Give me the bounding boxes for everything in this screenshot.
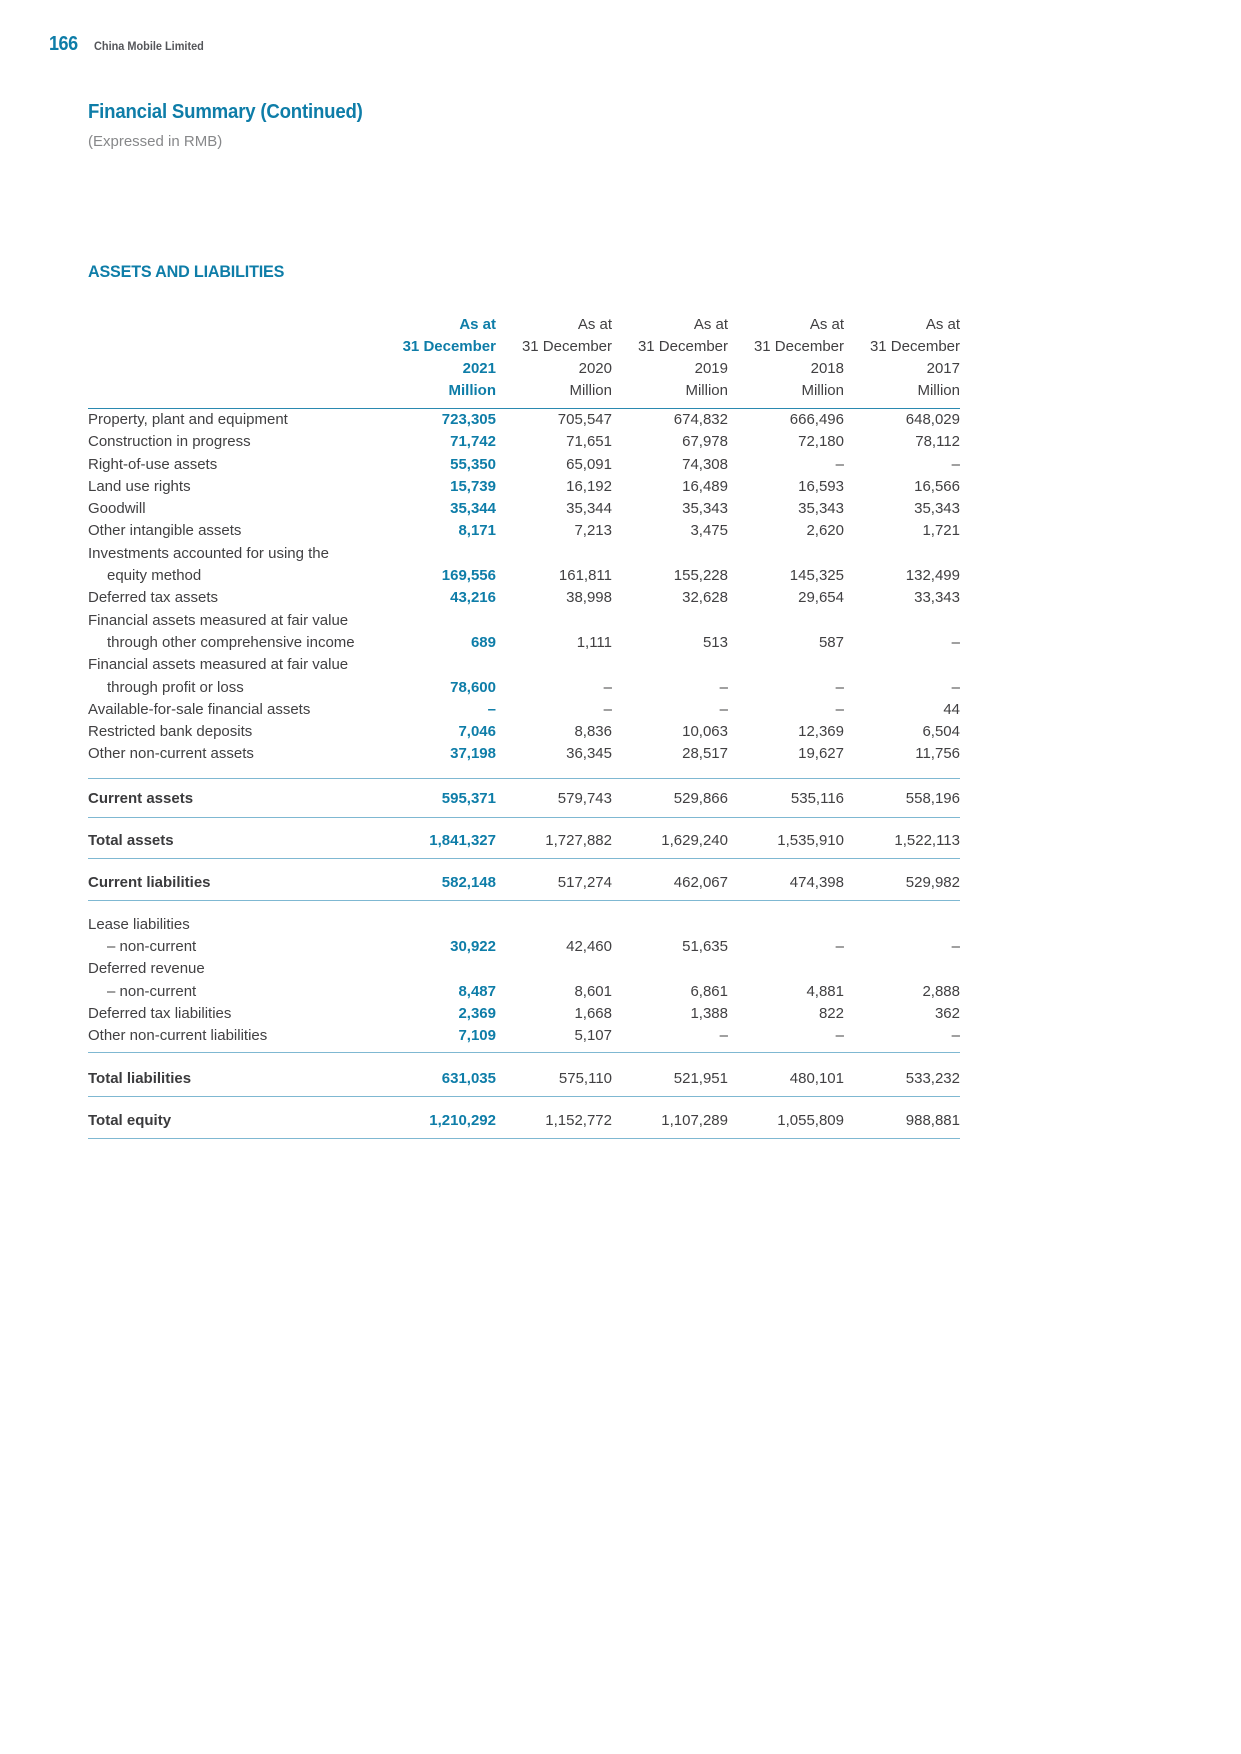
value-2020: [496, 958, 612, 980]
value-2018: 822: [818, 1004, 844, 1022]
table-row: [88, 779, 960, 817]
value-2017: 1,721: [922, 522, 960, 540]
row-label: Restricted bank deposits: [88, 723, 253, 741]
row-label: Other non-current liabilities: [88, 1025, 380, 1053]
value-2017: 533,232: [844, 1059, 960, 1097]
value-2019: [612, 610, 728, 632]
value-2021: [380, 914, 496, 936]
value-2017: 988,881: [844, 1101, 960, 1139]
value-2020: 1,111: [576, 633, 612, 651]
value-2017: 35,343: [914, 500, 960, 518]
section-heading: ASSETS AND LIABILITIES: [88, 262, 285, 281]
spacer-row: [88, 766, 960, 779]
value-2017: 78,112: [915, 433, 960, 451]
table-row: [88, 565, 960, 587]
value-2020: 65,091: [566, 455, 612, 473]
value-2019: –: [719, 678, 728, 696]
value-2020: –: [603, 678, 612, 696]
page-subtitle: (Expressed in RMB): [88, 133, 223, 150]
value-2017: [844, 914, 960, 936]
value-2017: [844, 543, 960, 565]
value-2018: [728, 543, 844, 565]
value-2021: [380, 958, 496, 980]
row-label: Deferred tax liabilities: [88, 1004, 232, 1022]
value-2020: 71,651: [566, 433, 612, 451]
row-label: Deferred tax assets: [88, 589, 219, 607]
row-label: Financial assets measured at fair value: [88, 656, 349, 674]
page-title: Financial Summary (Continued): [88, 101, 363, 123]
value-2021: 55,350: [450, 455, 496, 473]
value-2018: 535,116: [728, 779, 844, 817]
value-2020: [496, 914, 612, 936]
row-label: Investments accounted for using the: [88, 544, 329, 562]
spacer-cell: [88, 901, 960, 914]
value-2019: 28,517: [682, 745, 728, 763]
table-row: [88, 981, 960, 1003]
column-header-empty: [88, 314, 380, 409]
value-2019: 674,832: [673, 411, 728, 428]
row-label: Available-for-sale financial assets: [88, 700, 311, 718]
value-2017: 6,504: [922, 723, 960, 741]
table-row: [88, 543, 960, 565]
value-2017: 33,343: [914, 589, 960, 607]
value-2021: –: [487, 700, 496, 718]
value-2018: 666,496: [789, 411, 844, 428]
row-label: Construction in progress: [88, 433, 251, 451]
value-2017: 132,499: [905, 567, 960, 585]
value-2021: 37,198: [450, 745, 496, 763]
page-header: [49, 33, 210, 56]
value-2020: 35,344: [566, 500, 612, 518]
value-2018: [728, 610, 844, 632]
value-2021: 723,305: [441, 411, 496, 428]
value-2021: 689: [470, 633, 496, 651]
value-2019: 1,629,240: [612, 821, 728, 859]
value-2018: –: [835, 700, 844, 718]
row-label: Property, plant and equipment: [88, 411, 288, 428]
value-2017: –: [951, 937, 960, 955]
table-row: [88, 1003, 960, 1025]
value-2020: 575,110: [496, 1059, 612, 1097]
title-block: [88, 101, 383, 150]
value-2018: 1,055,809: [728, 1101, 844, 1139]
value-2021: 2,369: [458, 1004, 496, 1022]
value-2021: 169,556: [441, 567, 496, 585]
value-2018: 145,325: [789, 567, 844, 585]
table-row: [88, 520, 960, 542]
row-label: Total liabilities: [88, 1059, 380, 1097]
row-label: Goodwill: [88, 500, 146, 518]
value-2020: –: [603, 700, 612, 718]
value-2021: 7,109: [380, 1025, 496, 1053]
value-2017: 11,756: [915, 745, 960, 763]
value-2019: –: [612, 1025, 728, 1053]
value-2018: 4,881: [806, 982, 844, 1000]
value-2021: 8,487: [458, 982, 496, 1000]
value-2019: 1,388: [690, 1004, 728, 1022]
table-row: [88, 454, 960, 476]
table-row: [88, 587, 960, 609]
assets-liabilities-table: [88, 314, 960, 1139]
value-2018: 587: [818, 633, 844, 651]
value-2021: 78,600: [450, 678, 496, 696]
value-2021: 43,216: [450, 589, 496, 607]
value-2017: 2,888: [922, 982, 960, 1000]
value-2017: 44: [943, 700, 960, 718]
value-2019: 155,228: [673, 567, 728, 585]
value-2020: 1,152,772: [496, 1101, 612, 1139]
table-row: [88, 914, 960, 936]
value-2018: –: [835, 678, 844, 696]
column-header-2020: As at 31 December 2020 Million: [521, 316, 612, 399]
table-row: [88, 721, 960, 743]
value-2020: 1,727,882: [496, 821, 612, 859]
value-2018: 12,369: [798, 723, 844, 741]
value-2020: 705,547: [557, 411, 612, 428]
value-2019: 32,628: [682, 589, 728, 607]
value-2020: [496, 654, 612, 676]
row-label: Right-of-use assets: [88, 455, 218, 473]
row-label: through other comprehensive income: [107, 633, 355, 651]
value-2018: 35,343: [798, 500, 844, 518]
value-2021: 35,344: [450, 500, 496, 518]
table-row: [88, 743, 960, 765]
row-label: – non-current: [107, 937, 197, 955]
column-header-2019: As at 31 December 2019 Million: [637, 316, 728, 399]
table-row: [88, 1059, 960, 1097]
value-2019: [612, 958, 728, 980]
row-label: through profit or loss: [107, 678, 244, 696]
row-label: Current assets: [88, 779, 380, 817]
value-2019: 67,978: [682, 433, 728, 451]
value-2018: [728, 654, 844, 676]
value-2019: 529,866: [612, 779, 728, 817]
value-2019: 51,635: [682, 937, 728, 955]
value-2021: [380, 654, 496, 676]
value-2017: 362: [934, 1004, 960, 1022]
table-row: [88, 936, 960, 958]
value-2018: [728, 914, 844, 936]
spacer-row: [88, 901, 960, 914]
row-label: Land use rights: [88, 477, 191, 495]
value-2017: [844, 610, 960, 632]
value-2019: 35,343: [682, 500, 728, 518]
value-2018: –: [835, 455, 844, 473]
value-2019: 10,063: [682, 723, 728, 741]
value-2021: 8,171: [458, 522, 496, 540]
value-2018: 72,180: [798, 433, 844, 451]
value-2019: [612, 543, 728, 565]
table-row: [88, 1025, 960, 1053]
row-label: Other intangible assets: [88, 522, 242, 540]
value-2018: 1,535,910: [728, 821, 844, 859]
row-label: Other non-current assets: [88, 745, 254, 763]
value-2021: 30,922: [450, 937, 496, 955]
table-row: [88, 654, 960, 676]
value-2020: 36,345: [566, 745, 612, 763]
table-row: [88, 409, 960, 432]
value-2021: 71,742: [450, 433, 496, 451]
table-row: [88, 958, 960, 980]
value-2018: –: [835, 937, 844, 955]
value-2018: 480,101: [728, 1059, 844, 1097]
table-body: [88, 409, 960, 1139]
value-2019: 462,067: [612, 863, 728, 901]
value-2019: [612, 914, 728, 936]
value-2020: [496, 610, 612, 632]
table-row: [88, 677, 960, 699]
row-label: Lease liabilities: [88, 915, 190, 933]
spacer-cell: [88, 766, 960, 779]
value-2021: 15,739: [450, 477, 496, 495]
table-row: [88, 498, 960, 520]
value-2018: 16,593: [798, 477, 844, 495]
value-2019: 6,861: [690, 982, 728, 1000]
value-2020: 5,107: [496, 1025, 612, 1053]
value-2018: [728, 958, 844, 980]
value-2019: 513: [702, 633, 728, 651]
value-2021: 582,148: [380, 863, 496, 901]
value-2019: 16,489: [682, 477, 728, 495]
value-2018: 29,654: [798, 589, 844, 607]
value-2019: 1,107,289: [612, 1101, 728, 1139]
value-2017: 558,196: [844, 779, 960, 817]
value-2017: –: [951, 455, 960, 473]
column-header-2018: As at 31 December 2018 Million: [753, 316, 844, 399]
value-2018: 474,398: [728, 863, 844, 901]
value-2020: 38,998: [566, 589, 612, 607]
table-row: [88, 863, 960, 901]
value-2017: –: [951, 678, 960, 696]
value-2017: 16,566: [914, 477, 960, 495]
value-2018: 19,627: [798, 745, 844, 763]
page-number: 166: [49, 33, 78, 55]
value-2017: [844, 654, 960, 676]
value-2018: –: [728, 1025, 844, 1053]
value-2020: 7,213: [574, 522, 612, 540]
value-2020: 517,274: [496, 863, 612, 901]
value-2020: 8,836: [574, 723, 612, 741]
value-2020: 42,460: [566, 937, 612, 955]
table-row: [88, 821, 960, 859]
value-2021: 1,210,292: [380, 1101, 496, 1139]
value-2017: 1,522,113: [844, 821, 960, 859]
value-2019: –: [719, 700, 728, 718]
column-header-2017: As at 31 December 2017 Million: [869, 316, 960, 399]
value-2019: 521,951: [612, 1059, 728, 1097]
table-row: [88, 431, 960, 453]
row-label: Total equity: [88, 1101, 380, 1139]
value-2020: 579,743: [496, 779, 612, 817]
value-2021: 631,035: [380, 1059, 496, 1097]
row-label: Deferred revenue: [88, 960, 205, 978]
value-2020: [496, 543, 612, 565]
value-2018: 2,620: [806, 522, 844, 540]
row-label: Financial assets measured at fair value: [88, 611, 349, 629]
value-2017: [844, 958, 960, 980]
table-row: [88, 699, 960, 721]
value-2019: 74,308: [682, 455, 728, 473]
table-row: [88, 632, 960, 654]
value-2021: 1,841,327: [380, 821, 496, 859]
column-header-2021: As at 31 December 2021 Million: [402, 316, 496, 399]
value-2020: 1,668: [574, 1004, 612, 1022]
value-2017: –: [844, 1025, 960, 1053]
value-2020: 8,601: [574, 982, 612, 1000]
value-2017: 529,982: [844, 863, 960, 901]
value-2019: 3,475: [690, 522, 728, 540]
table-header: [88, 314, 960, 409]
row-label: Current liabilities: [88, 863, 380, 901]
table-row: [88, 1101, 960, 1139]
value-2021: 595,371: [380, 779, 496, 817]
value-2021: [380, 610, 496, 632]
row-label: equity method: [107, 567, 202, 585]
value-2019: [612, 654, 728, 676]
value-2020: 161,811: [558, 567, 612, 585]
value-2021: [380, 543, 496, 565]
value-2021: 7,046: [458, 723, 496, 741]
value-2017: 648,029: [905, 411, 960, 428]
table-row: [88, 610, 960, 632]
row-label: – non-current: [107, 982, 197, 1000]
company-name: China Mobile Limited: [93, 41, 204, 53]
value-2017: –: [951, 633, 960, 651]
table-row: [88, 476, 960, 498]
value-2020: 16,192: [566, 477, 612, 495]
row-label: Total assets: [88, 821, 380, 859]
